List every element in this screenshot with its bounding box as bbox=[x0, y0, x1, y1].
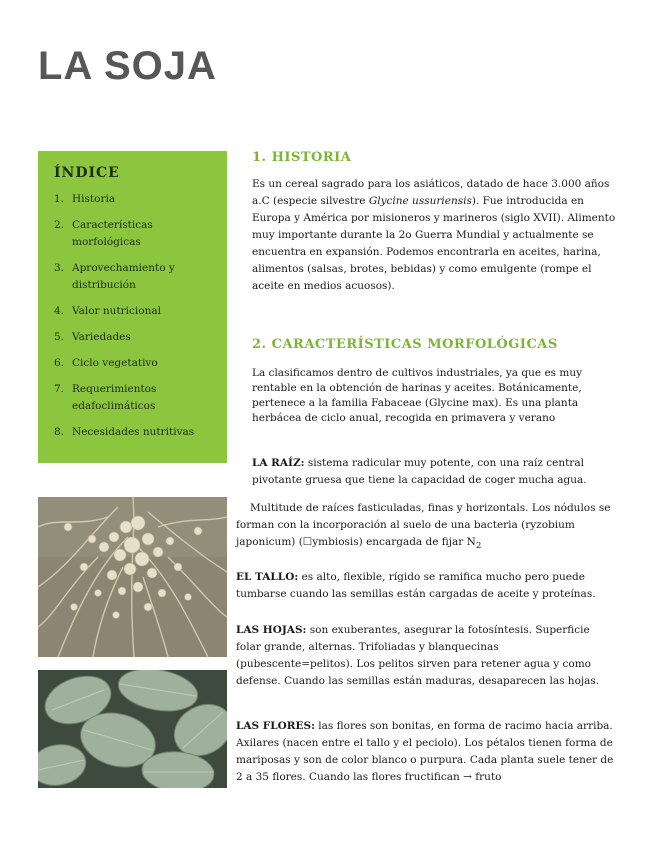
toc-item[interactable] bbox=[54, 381, 215, 415]
toc-item-label: Requerimientos edafoclimáticos bbox=[72, 383, 157, 412]
historia-text-a: Es un cereal sagrado para los asiáticos, datado de hace 3.000 años a.C (especie silvestre bbox=[252, 178, 610, 207]
toc-list bbox=[54, 191, 215, 441]
hojas-paragraph bbox=[236, 622, 616, 690]
toc-item-label: Características morfológicas bbox=[72, 219, 153, 248]
species-name: Glycine ussuriensis bbox=[368, 195, 472, 207]
toc-item[interactable] bbox=[54, 303, 215, 320]
historia-text-b: ). Fue introducida en Europa y América por misioneros y marineros (siglo XVII). Alimento muy importante durante la 2o Guerra Mundial y actualmente se encuentra en expansión. Podemos encontrarla en aceites, harina, alimentos (salsas, brotes, bebidas) y como emulgente (rompe el aceite en medios acuosos). bbox=[252, 195, 616, 292]
toc-item-number: 7. bbox=[54, 383, 65, 395]
raiz-term: LA RAÍZ: bbox=[252, 457, 305, 469]
toc-item[interactable] bbox=[54, 329, 215, 346]
page-title: LA SOJA bbox=[38, 44, 217, 88]
toc-item-number: 4. bbox=[54, 305, 65, 317]
toc-item[interactable] bbox=[54, 424, 215, 441]
toc-item-label: Necesidades nutritivas bbox=[72, 426, 195, 438]
hojas-term: LAS HOJAS: bbox=[236, 624, 307, 636]
flores-term: LAS FLORES: bbox=[236, 720, 315, 732]
toc-item-number: 3. bbox=[54, 262, 65, 274]
tallo-text: es alto, flexible, rígido se ramifica mucho pero puede tumbarse cuando las semillas están cargadas de aceite y proteínas. bbox=[236, 571, 596, 600]
raices-text: Multitude de raíces fasticuladas, finas y horizontals. Los nódulos se forman con la incorporación al suelo de una bacteria (ryzobium japonicum) (☐ymbiosis) encargada de fijar N bbox=[236, 502, 611, 548]
root-nodules-image bbox=[38, 497, 227, 657]
toc-item[interactable] bbox=[54, 355, 215, 372]
toc-item-label: Aprovechamiento y distribución bbox=[72, 262, 175, 291]
toc-item-label: Ciclo vegetativo bbox=[72, 357, 158, 369]
tallo-paragraph bbox=[236, 569, 616, 603]
raices-paragraph bbox=[236, 500, 616, 555]
leaves-image bbox=[38, 670, 227, 788]
flores-paragraph bbox=[236, 718, 616, 786]
toc-item-label: Variedades bbox=[72, 331, 131, 343]
raiz-paragraph bbox=[252, 455, 617, 489]
toc-item[interactable] bbox=[54, 260, 215, 294]
toc-item-number: 6. bbox=[54, 357, 65, 369]
toc-item-label: Historia bbox=[72, 193, 116, 205]
toc-item-number: 5. bbox=[54, 331, 65, 343]
tallo-term: EL TALLO: bbox=[236, 571, 299, 583]
soy-root-nodules-photo bbox=[38, 497, 227, 657]
nitrogen-subscript: 2 bbox=[475, 541, 482, 552]
raiz-text: sistema radicular muy potente, con una raíz central pivotante gruesa que tiene la capacidad de coger mucha agua. bbox=[252, 457, 587, 486]
toc-item-label: Valor nutricional bbox=[72, 305, 161, 317]
toc-item-number: 2. bbox=[54, 219, 65, 231]
section-heading-morfologia: 2. CARACTERÍSTICAS MORFOLÓGICAS bbox=[252, 337, 558, 352]
soy-leaves-photo bbox=[38, 670, 227, 788]
toc-title: ÍNDICE bbox=[54, 165, 120, 181]
toc-item[interactable] bbox=[54, 191, 215, 208]
table-of-contents bbox=[38, 151, 227, 463]
toc-item-number: 1. bbox=[54, 193, 65, 205]
morfologia-intro: La clasificamos dentro de cultivos industriales, ya que es muy rentable en la obtención de harinas y aceites. Botánicamente, pertenece a la familia Fabaceae (Glycine max). Es una planta herbácea de ciclo anual, recogida en primavera y verano bbox=[252, 367, 583, 424]
toc-item-number: 8. bbox=[54, 426, 65, 438]
historia-paragraph bbox=[252, 176, 617, 295]
hojas-text: son exuberantes, asegurar la fotosíntesis. Superficie folar grande, alternas. Trifoliadas y blanquecinas (pubescente=pelitos). Los pelitos sirven para retener agua y como defense. Cuando las semillas están maduras, desaparecen las hojas. bbox=[236, 624, 600, 687]
toc-item[interactable] bbox=[54, 217, 215, 251]
section-heading-historia: 1. HISTORIA bbox=[252, 150, 352, 165]
flores-text: las flores son bonitas, en forma de racimo hacia arriba. Axilares (nacen entre el tallo y el peciolo). Los pétalos tienen forma de mariposas y son de color blanco o purpura. Cada planta suele tener de 2 a 35 flores. Cuando las flores fructifican → fruto bbox=[236, 720, 614, 783]
